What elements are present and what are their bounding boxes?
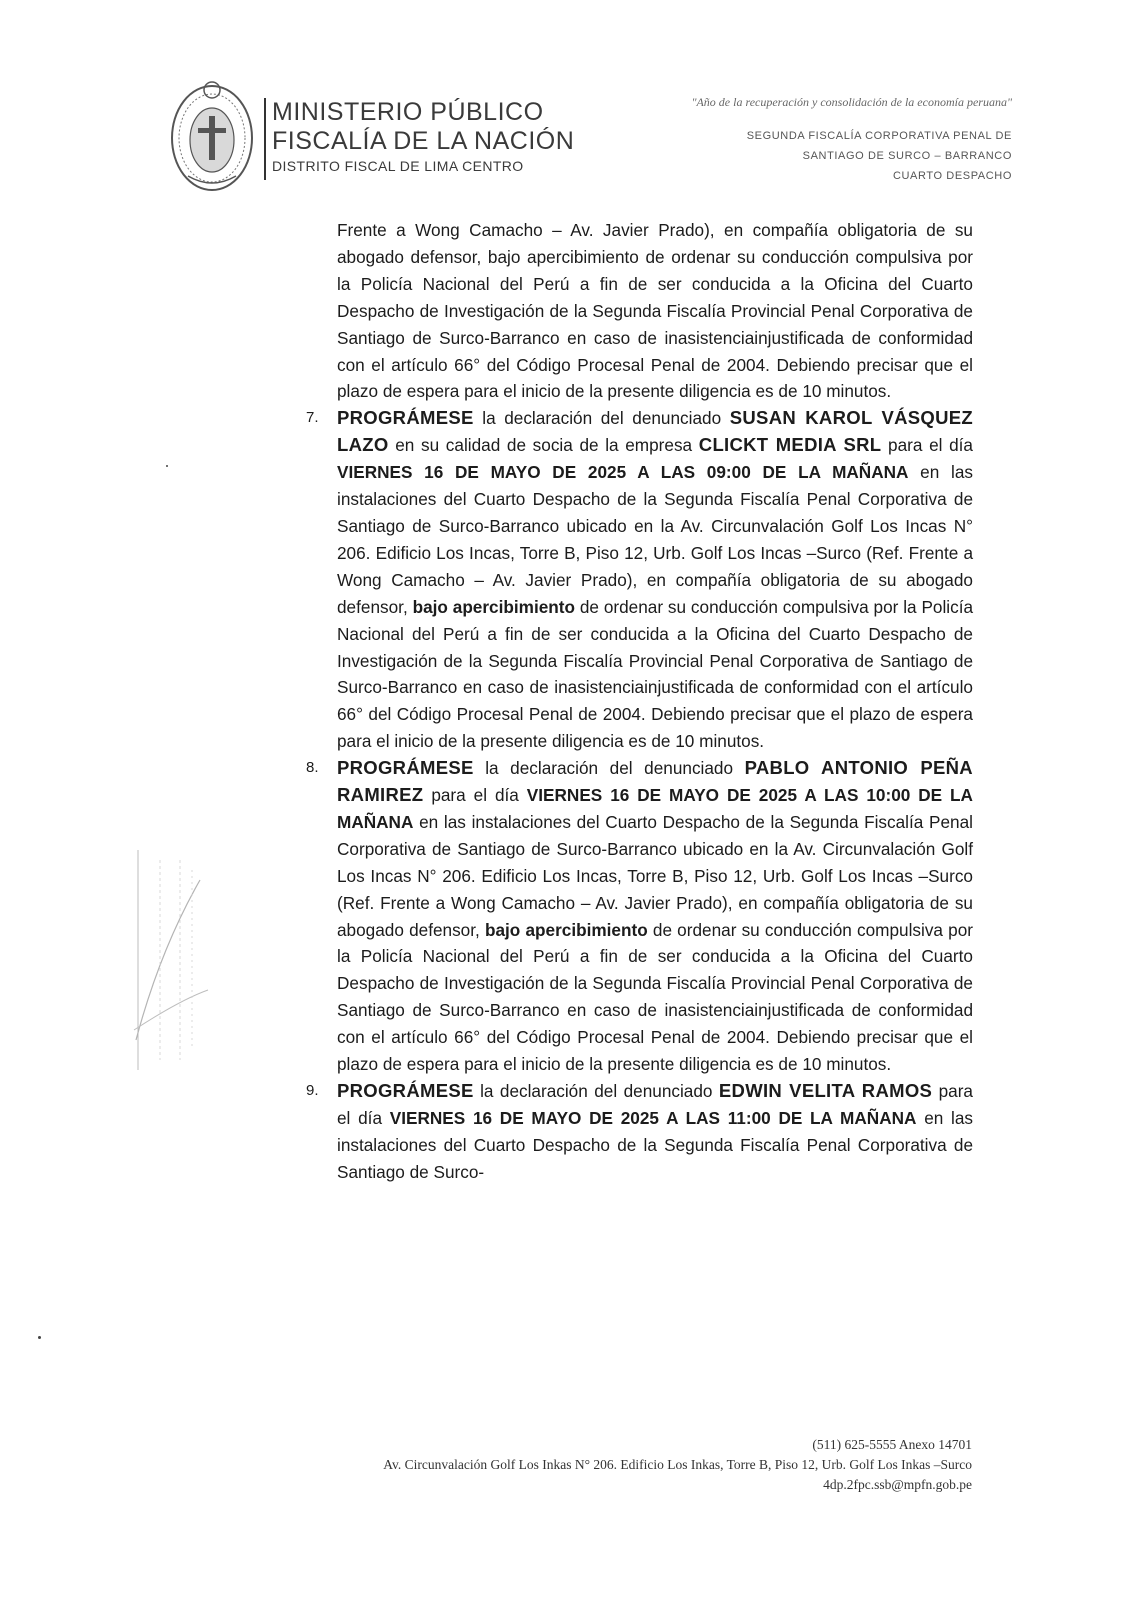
item-7 (306, 405, 973, 755)
item-body-a: en las instalaciones del Cuarto Despacho de la Segunda Fiscalía Penal Corporativa de Santiago de Surco- (337, 1107, 974, 1182)
ministerio-publico-seal (168, 76, 256, 194)
item-body-b: de ordenar su conducción compulsiva por la Policía Nacional del Perú a fin de ser conducida a la Oficina del Cuarto Despacho de Investigación de la Segunda Fiscalía Provincial Penal Corporativa de Santiago de Surco-Barranco en caso de inasistenciainjustificada de conformidad con el artículo 66° del Código Procesal Penal de 2004. Debiendo precisar que el plazo de espera para el inicio de la presente diligencia es de 10 minutos. (337, 596, 974, 752)
warning-text: bajo apercibimiento (484, 919, 648, 940)
year-motto: "Año de la recuperación y consolidación de la economía peruana" (691, 95, 1012, 109)
date-prefix: para el día (431, 785, 519, 806)
item-verb: PROGRÁMESE (337, 757, 474, 779)
header-divider (264, 98, 266, 180)
date-prefix: para el día (337, 1081, 973, 1128)
hearing-date: VIERNES 16 DE MAYO DE 2025 A LAS 11:00 DE LA MAÑANA (389, 1107, 917, 1128)
item-number: 8. (306, 759, 319, 777)
item-role: en su calidad de socia de la empresa (395, 435, 693, 456)
defendant-name: EDWIN VELITA RAMOS (718, 1080, 933, 1101)
footer-phone: (511) 625-5555 Anexo 14701 (812, 1437, 972, 1452)
dependency-block (640, 126, 1012, 186)
date-prefix: para el día (888, 435, 973, 456)
item-number: 7. (306, 409, 319, 427)
page-footer (200, 1435, 972, 1495)
item-verb: PROGRÁMESE (337, 407, 474, 429)
item-lead: la declaración del denunciado (485, 758, 734, 779)
item-text (306, 1078, 973, 1186)
item-body-a: en las instalaciones del Cuarto Despacho de la Segunda Fiscalía Penal Corporativa de Santiago de Surco-Barranco ubicado en la Av. Circunvalación Golf Los Incas N° 206. Edificio Los Incas, Torre B, Piso 12, Urb. Golf Los Incas –Surco (Ref. Frente a Wong Camacho – Av. Javier Prado), en compañía obligatoria de su abogado defensor, (337, 462, 973, 617)
institution-name: MINISTERIO PÚBLICO (272, 98, 544, 126)
footer-address: Av. Circunvalación Golf Los Inkas N° 206. Edificio Los Inkas, Torre B, Piso 12, Urb. Golf Los Inkas –Surco (383, 1457, 972, 1472)
warning-text: bajo apercibimiento (412, 596, 576, 617)
item-body-a: en las instalaciones del Cuarto Despacho de la Segunda Fiscalía Penal Corporativa de Santiago de Surco-Barranco ubicado en la Av. Circunvalación Golf Los Incas N° 206. Edificio Los Incas, Torre B, Piso 12, Urb. Golf Los Incas –Surco (Ref. Frente a Wong Camacho – Av. Javier Prado), en compañía obligatoria de su abogado defensor, (337, 811, 973, 940)
item-text (306, 405, 973, 755)
scan-speck (166, 465, 168, 467)
footer-email: 4dp.2fpc.ssb@mpfn.gob.pe (823, 1477, 972, 1492)
institution-block (272, 100, 574, 173)
dependency-line-1: SEGUNDA FISCALÍA CORPORATIVA PENAL DE (746, 130, 1012, 142)
item-verb: PROGRÁMESE (337, 1080, 474, 1101)
item-lead: la declaración del denunciado (482, 408, 722, 429)
dependency-line-2: SANTIAGO DE SURCO – BARRANCO (802, 150, 1012, 162)
defendant-name: SUSAN KAROL VÁSQUEZ LAZO (337, 407, 973, 456)
defendant-name: PABLO ANTONIO PEÑA RAMIREZ (337, 757, 973, 806)
company-name: CLICKT MEDIA SRL (698, 434, 882, 456)
item-text (306, 755, 973, 1078)
hearing-date: VIERNES 16 DE MAYO DE 2025 A LAS 10:00 DE LA MAÑANA (337, 785, 973, 832)
hearing-date: VIERNES 16 DE MAYO DE 2025 A LAS 09:00 DE LA MAÑANA (337, 462, 909, 483)
item-body-b: de ordenar su conducción compulsiva por la Policía Nacional del Perú a fin de ser conducida a la Oficina del Cuarto Despacho de Investigación de la Segunda Fiscalía Provincial Penal Corporativa de Santiago de Surco-Barranco en caso de inasistenciainjustificada de conformidad con el artículo 66° del Código Procesal Penal de 2004. Debiendo precisar que el plazo de espera para el inicio de la presente diligencia es de 10 minutos. (337, 919, 973, 1075)
office-name: FISCALÍA DE LA NACIÓN (272, 127, 575, 155)
item-number: 9. (306, 1082, 319, 1099)
scan-speck (38, 1336, 41, 1339)
dependency-line-3: CUARTO DESPACHO (892, 170, 1012, 182)
continuation-paragraph: Frente a Wong Camacho – Av. Javier Prado), en compañía obligatoria de su abogado defensor, bajo apercibimiento de ordenar su conducción compulsiva por la Policía Nacional del Perú a fin de ser conducida a la Oficina del Cuarto Despacho de Investigación de la Segunda Fiscalía Provincial Penal Corporativa de Santiago de Surco-Barranco en caso de inasistenciainjustificada de conformidad con el artículo 66° del Código Procesal Penal de 2004. Debiendo precisar que el plazo de espera para el inicio de la presente diligencia es de 10 minutos. (337, 220, 973, 402)
document-body (306, 217, 973, 1186)
side-stamp (130, 840, 210, 1080)
item-lead: la declaración del denunciado (480, 1081, 713, 1101)
district-name: DISTRITO FISCAL DE LIMA CENTRO (272, 158, 524, 174)
item-9 (306, 1078, 973, 1186)
item-8 (306, 755, 973, 1078)
